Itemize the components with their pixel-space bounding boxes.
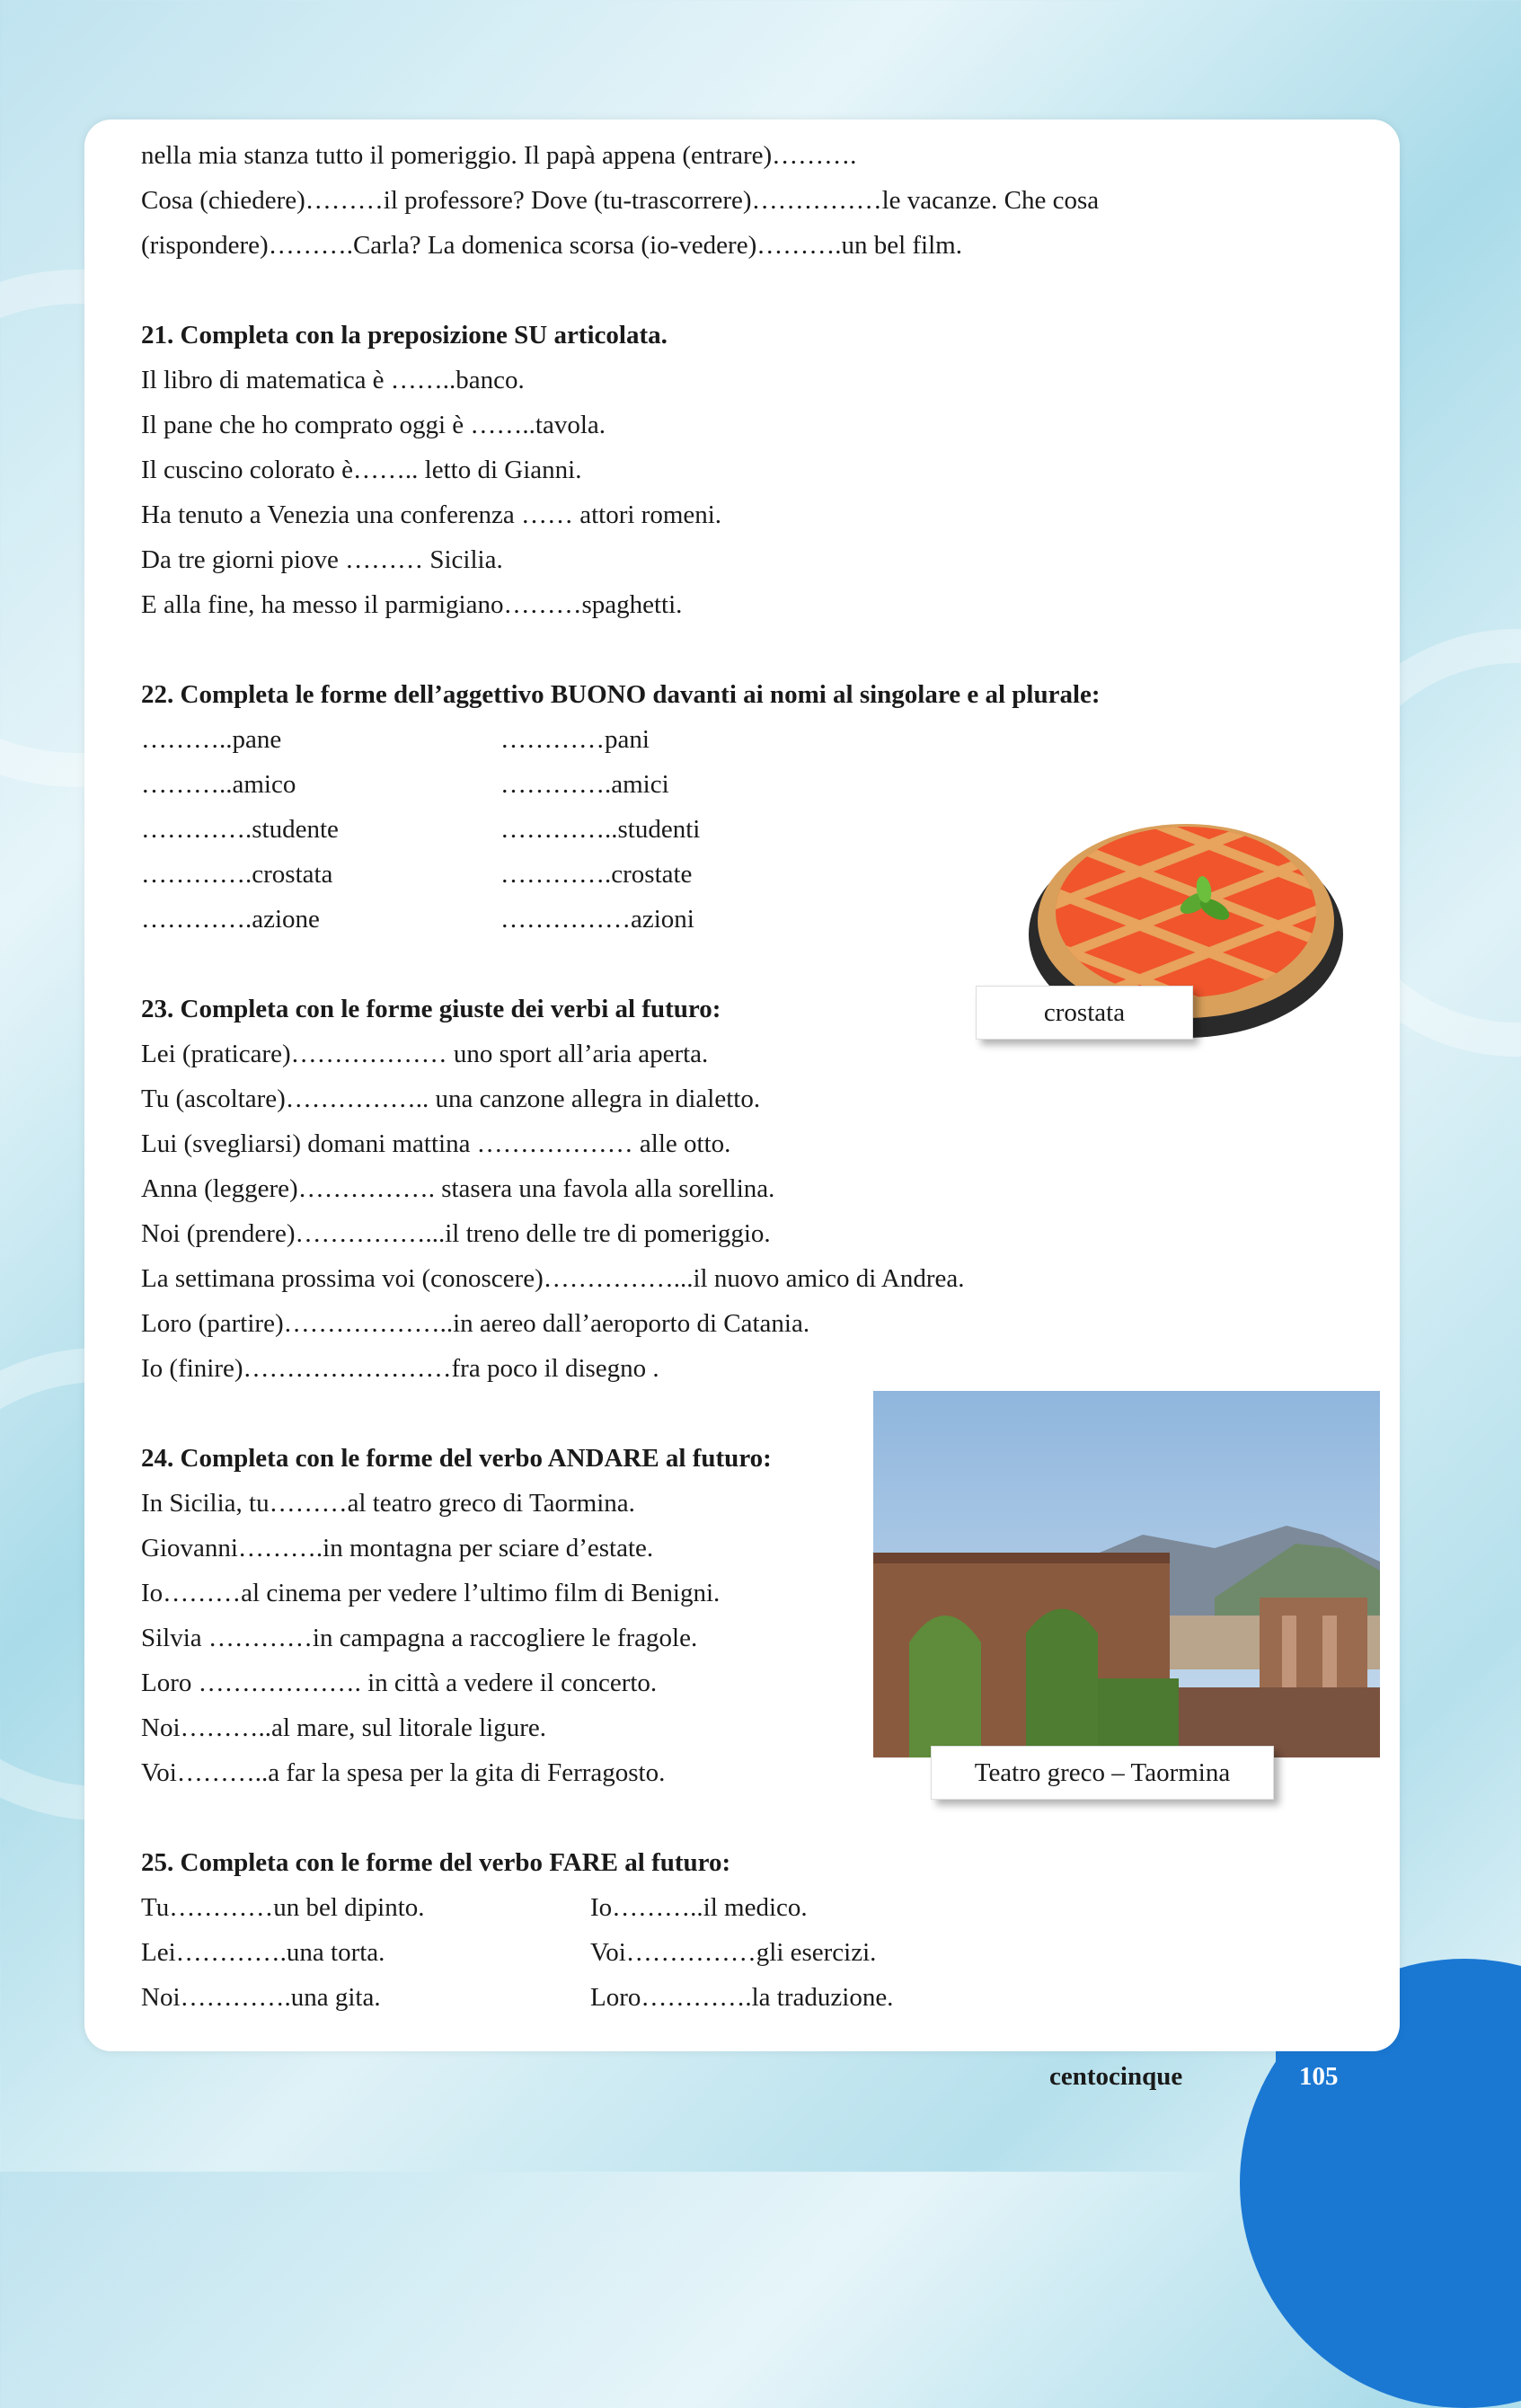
exercise-line: Da tre giorni piove ……… Sicilia. [141, 545, 503, 574]
exercise-line: Lei (praticare)……………… uno sport all’aria aperta. [141, 1040, 709, 1068]
singular-form: ………….studente [141, 815, 339, 844]
text-line: (rispondere)……….Carla? La domenica scorsa (io-vedere)……….un bel film. [141, 231, 962, 260]
exercise-line: Io………al cinema per vedere l’ultimo film di Benigni. [141, 1579, 721, 1607]
exercise-cell: Lei………….una torta. [141, 1938, 385, 1967]
exercise-row [141, 762, 1264, 807]
text-line: Cosa (chiedere)………il professore? Dove (tu-trascorrere)……………le vacanze. Che cosa [141, 186, 1100, 215]
crostata-caption: crostata [976, 986, 1193, 1040]
teatro-greco-photo [873, 1391, 1380, 1757]
exercise-line: Noi (prendere)……………...il treno delle tre di pomeriggio. [141, 1219, 771, 1248]
exercise-row [141, 717, 1264, 762]
exercise-row [141, 1930, 1264, 1975]
page-number: 105 [1299, 2062, 1339, 2091]
plural-form: ………….amici [500, 770, 669, 799]
exercise-cell: Loro………….la traduzione. [590, 1983, 894, 2012]
exercise-21-heading: 21. Completa con la preposizione SU articolata. [141, 321, 668, 350]
plural-form: ……………azioni [500, 905, 694, 934]
exercise-line: La settimana prossima voi (conoscere)……………...il nuovo amico di Andrea. [141, 1264, 965, 1293]
singular-form: ………….crostata [141, 860, 333, 889]
exercise-22-heading: 22. Completa le forme dell’aggettivo BUONO davanti ai nomi al singolare e al plurale: [141, 680, 1101, 709]
exercise-line: Tu (ascoltare)…………….. una canzone allegra in dialetto. [141, 1084, 761, 1113]
plural-form: ………….crostate [500, 860, 693, 889]
exercise-line: Loro ………………. in città a vedere il concerto. [141, 1669, 658, 1697]
text-line: nella mia stanza tutto il pomeriggio. Il papà appena (entrare)………. [141, 141, 857, 170]
exercise-24-heading: 24. Completa con le forme del verbo ANDARE al futuro: [141, 1444, 772, 1473]
exercise-line: Voi………..a far la spesa per la gita di Ferragosto. [141, 1758, 666, 1787]
exercise-23-heading: 23. Completa con le forme giuste dei verbi al futuro: [141, 995, 721, 1023]
singular-form: ………….azione [141, 905, 320, 934]
exercise-25-heading: 25. Completa con le forme del verbo FARE al futuro: [141, 1848, 731, 1877]
teatro-caption: Teatro greco – Taormina [931, 1746, 1274, 1800]
footer-blue-tab [1276, 2038, 1521, 2173]
exercise-line: Giovanni……….in montagna per sciare d’estate. [141, 1534, 654, 1563]
exercise-line: Noi………..al mare, sul litorale ligure. [141, 1713, 547, 1742]
exercise-line: Il pane che ho comprato oggi è ……..tavola. [141, 411, 606, 439]
exercise-line: E alla fine, ha messo il parmigiano………spaghetti. [141, 590, 683, 619]
exercise-cell: Noi………….una gita. [141, 1983, 381, 2012]
exercise-line: Il cuscino colorato è…….. letto di Gianni. [141, 456, 582, 484]
page-footer-word: centocinque [1049, 2062, 1183, 2091]
exercise-line: Lui (svegliarsi) domani mattina ……………… alle otto. [141, 1129, 731, 1158]
singular-form: ………..amico [141, 770, 296, 799]
singular-form: ………..pane [141, 725, 282, 754]
exercise-cell: Voi……………gli esercizi. [590, 1938, 877, 1967]
exercise-line: In Sicilia, tu………al teatro greco di Taormina. [141, 1489, 635, 1518]
exercise-cell: Tu…………un bel dipinto. [141, 1893, 425, 1922]
exercise-cell: Io………..il medico. [590, 1893, 808, 1922]
exercise-line: Loro (partire)………………..in aereo dall’aeroporto di Catania. [141, 1309, 810, 1338]
plural-form: …………pani [500, 725, 650, 754]
exercise-line: Ha tenuto a Venezia una conferenza …… attori romeni. [141, 500, 722, 529]
exercise-line: Io (finire)……………………fra poco il disegno . [141, 1354, 659, 1383]
exercise-row [141, 1975, 1264, 2020]
exercise-line: Anna (leggere)……………. stasera una favola alla sorellina. [141, 1174, 775, 1203]
exercise-line: Il libro di matematica è ……..banco. [141, 366, 525, 394]
exercise-row [141, 1885, 1264, 1930]
plural-form: …………..studenti [500, 815, 701, 844]
exercise-line: Silvia …………in campagna a raccogliere le fragole. [141, 1624, 698, 1652]
